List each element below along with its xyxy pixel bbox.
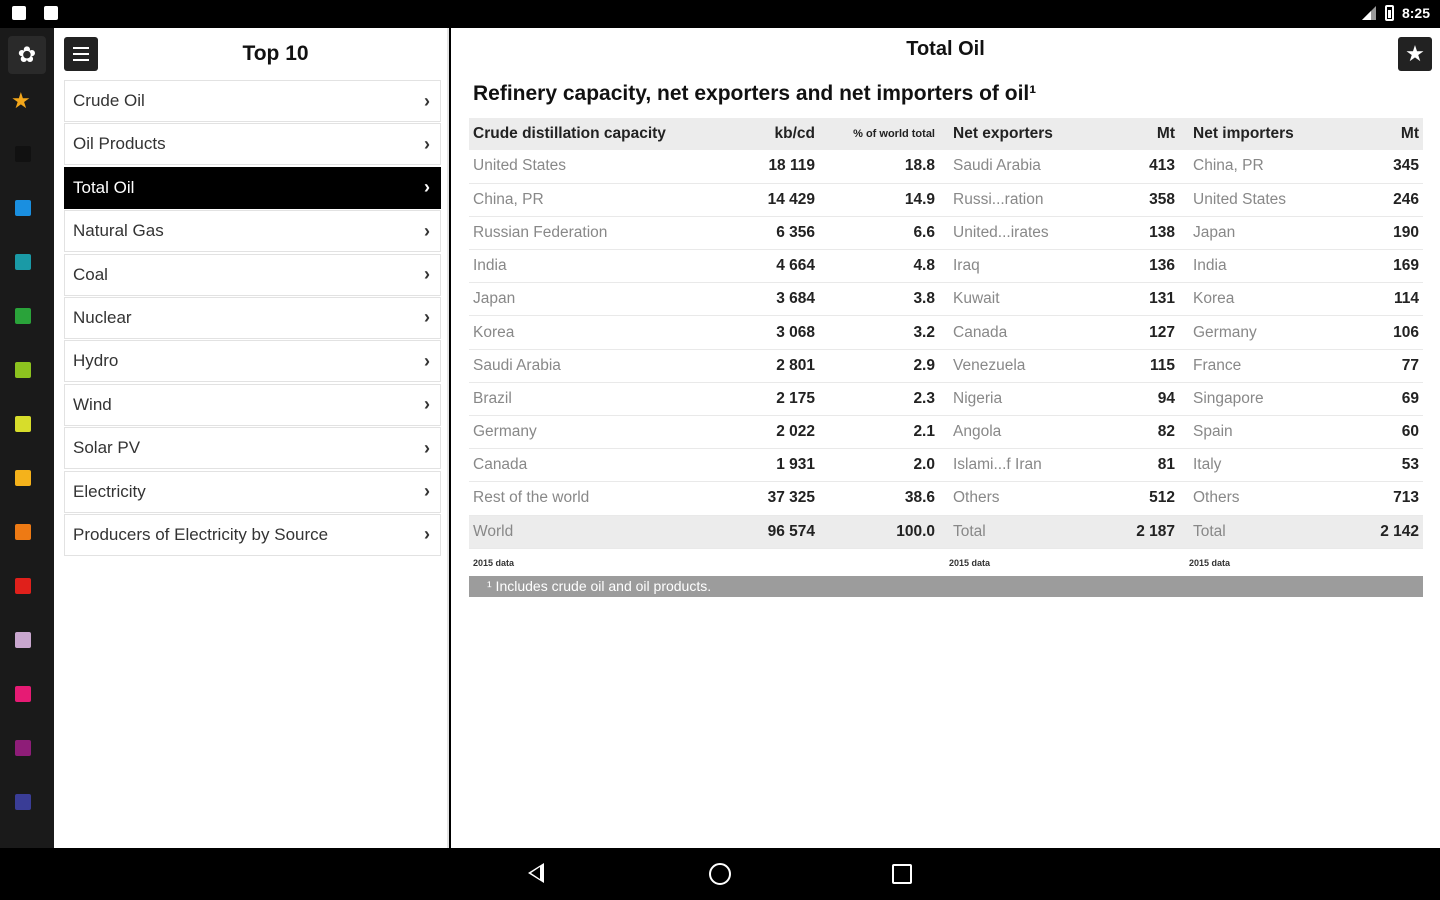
table-cell: 82 <box>1104 416 1179 449</box>
category-swatch-icon[interactable] <box>15 254 31 270</box>
menu-item-label: Coal <box>73 264 108 284</box>
table-cell: 345 <box>1349 150 1423 183</box>
menu-item[interactable] <box>64 514 441 556</box>
menu-item[interactable] <box>64 210 441 252</box>
clock: 8:25 <box>1401 5 1430 21</box>
col-header: Net importers <box>1179 118 1349 150</box>
table-cell: 138 <box>1104 216 1179 249</box>
table-cell: Italy <box>1179 449 1349 482</box>
table-cell: India <box>469 250 699 283</box>
favorite-star-icon[interactable]: ★ <box>1398 37 1432 71</box>
category-swatch-icon[interactable] <box>15 470 31 486</box>
menu-item-label: Electricity <box>73 481 146 501</box>
table-cell: Russian Federation <box>469 216 699 249</box>
battery-icon <box>1385 5 1394 21</box>
menu-item-label: Producers of Electricity by Source <box>73 524 329 544</box>
category-swatch-icon[interactable] <box>15 200 31 216</box>
main-panel <box>451 28 1440 848</box>
table-cell: 358 <box>1104 183 1179 216</box>
table-cell: India <box>1179 250 1349 283</box>
table-cell: Brazil <box>469 382 699 415</box>
table-cell: Islami...f Iran <box>939 449 1104 482</box>
col-header: Net exporters <box>939 118 1104 150</box>
table-cell: 100.0 <box>819 515 939 548</box>
section-title: Refinery capacity, net exporters and net importers of oil¹ <box>473 82 1037 105</box>
menu-item[interactable] <box>64 297 441 339</box>
table-cell: 246 <box>1349 183 1423 216</box>
table-cell: Saudi Arabia <box>939 150 1104 183</box>
table-cell: Spain <box>1179 416 1349 449</box>
table-cell: 169 <box>1349 250 1423 283</box>
table-cell: 77 <box>1349 349 1423 382</box>
table-cell: Total <box>939 515 1104 548</box>
table-cell: 2 175 <box>699 382 819 415</box>
menu-item-label: Oil Products <box>73 134 166 154</box>
chevron-right-icon: › <box>424 394 430 415</box>
data-table <box>469 118 1423 549</box>
back-icon[interactable] <box>528 863 544 883</box>
table-row <box>469 515 1423 548</box>
table-row <box>469 250 1423 283</box>
table-cell: 94 <box>1104 382 1179 415</box>
table-cell: 2.0 <box>819 449 939 482</box>
chevron-right-icon: › <box>424 177 430 198</box>
page-title: Total Oil <box>906 38 985 60</box>
table-cell: Iraq <box>939 250 1104 283</box>
table-cell: 3.2 <box>819 316 939 349</box>
notification-icon <box>44 6 58 20</box>
table-cell: Canada <box>469 449 699 482</box>
table-cell: 3 684 <box>699 283 819 316</box>
table-cell: Saudi Arabia <box>469 349 699 382</box>
table-cell: 2 022 <box>699 416 819 449</box>
table-cell: United States <box>469 150 699 183</box>
table-cell: 2 801 <box>699 349 819 382</box>
chevron-right-icon: › <box>424 220 430 241</box>
sidebar <box>54 28 449 848</box>
table-row <box>469 150 1423 183</box>
menu-item[interactable] <box>64 384 441 426</box>
notification-icon <box>12 6 26 20</box>
table-cell: 37 325 <box>699 482 819 515</box>
chevron-right-icon: › <box>424 350 430 371</box>
table-cell: 114 <box>1349 283 1423 316</box>
chevron-right-icon: › <box>424 90 430 111</box>
table-row <box>469 482 1423 515</box>
menu-item-label: Natural Gas <box>73 221 164 241</box>
col-header: Mt <box>1349 118 1423 150</box>
table-cell: Germany <box>1179 316 1349 349</box>
col-header: kb/cd <box>699 118 819 150</box>
chevron-right-icon: › <box>424 524 430 545</box>
signal-icon <box>1361 5 1377 21</box>
table-cell: 6 356 <box>699 216 819 249</box>
menu-item[interactable] <box>64 340 441 382</box>
table-header-row <box>469 118 1423 150</box>
table-cell: 4.8 <box>819 250 939 283</box>
table-row <box>469 216 1423 249</box>
category-swatch-icon[interactable] <box>15 578 31 594</box>
home-icon[interactable] <box>709 863 731 885</box>
menu-item-label: Solar PV <box>73 438 141 458</box>
table-cell: 2.9 <box>819 349 939 382</box>
table-cell: Russi...ration <box>939 183 1104 216</box>
chevron-right-icon: › <box>424 307 430 328</box>
table-cell: Japan <box>469 283 699 316</box>
source-note: 2015 data <box>949 558 991 568</box>
table-cell: 190 <box>1349 216 1423 249</box>
menu-icon[interactable] <box>64 37 98 71</box>
category-swatch-icon[interactable] <box>15 794 31 810</box>
table-row <box>469 316 1423 349</box>
table-row <box>469 183 1423 216</box>
table-row <box>469 349 1423 382</box>
topic-menu <box>64 80 441 557</box>
table-row <box>469 449 1423 482</box>
sidebar-title: Top 10 <box>242 42 309 65</box>
col-header: Crude distillation capacity <box>469 118 699 150</box>
table-cell: 136 <box>1104 250 1179 283</box>
app-logo-icon[interactable]: ✿ <box>8 36 46 74</box>
table-cell: 6.6 <box>819 216 939 249</box>
recent-apps-icon[interactable] <box>892 864 912 884</box>
table-cell: 81 <box>1104 449 1179 482</box>
source-note: 2015 data <box>1189 558 1231 568</box>
table-cell: 53 <box>1349 449 1423 482</box>
table-cell: 38.6 <box>819 482 939 515</box>
table-cell: France <box>1179 349 1349 382</box>
table-cell: Germany <box>469 416 699 449</box>
menu-item[interactable] <box>64 427 441 469</box>
source-notes <box>473 558 1423 572</box>
footnote: ¹ Includes crude oil and oil products. <box>469 576 1423 597</box>
navigation-bar <box>0 848 1440 900</box>
table-cell: 413 <box>1104 150 1179 183</box>
table-cell: Kuwait <box>939 283 1104 316</box>
table-cell: Korea <box>1179 283 1349 316</box>
table-cell: Singapore <box>1179 382 1349 415</box>
menu-item[interactable] <box>64 254 441 296</box>
col-header: % of world total <box>819 118 939 150</box>
menu-item-label: Crude Oil <box>73 91 145 110</box>
menu-item[interactable] <box>64 471 441 513</box>
category-swatch-icon[interactable] <box>15 524 31 540</box>
table-cell: 106 <box>1349 316 1423 349</box>
category-swatch-icon[interactable] <box>15 416 31 432</box>
table-cell: 1 931 <box>699 449 819 482</box>
table-cell: Others <box>1179 482 1349 515</box>
table-cell: 3 068 <box>699 316 819 349</box>
category-swatch-icon[interactable] <box>15 308 31 324</box>
menu-item[interactable] <box>64 167 441 209</box>
chevron-right-icon: › <box>424 437 430 458</box>
table-cell: Total <box>1179 515 1349 548</box>
chevron-right-icon: › <box>424 481 430 502</box>
table-cell: 713 <box>1349 482 1423 515</box>
table-cell: 60 <box>1349 416 1423 449</box>
table-cell: 3.8 <box>819 283 939 316</box>
menu-item[interactable] <box>64 80 441 122</box>
chevron-right-icon: › <box>424 133 430 154</box>
table-cell: 512 <box>1104 482 1179 515</box>
col-header: Mt <box>1104 118 1179 150</box>
menu-item-label: Wind <box>73 394 112 414</box>
table-cell: 18.8 <box>819 150 939 183</box>
category-swatch-icon[interactable] <box>15 740 31 756</box>
table-cell: United...irates <box>939 216 1104 249</box>
table-cell: 14 429 <box>699 183 819 216</box>
table-cell: Japan <box>1179 216 1349 249</box>
category-swatch-icon[interactable] <box>15 686 31 702</box>
category-swatch-icon[interactable] <box>15 632 31 648</box>
menu-item[interactable] <box>64 123 441 165</box>
table-cell: 4 664 <box>699 250 819 283</box>
status-bar <box>0 0 1440 28</box>
category-rail <box>0 28 54 848</box>
table-cell: Rest of the world <box>469 482 699 515</box>
table-cell: 131 <box>1104 283 1179 316</box>
chevron-right-icon: › <box>424 264 430 285</box>
table-cell: 96 574 <box>699 515 819 548</box>
category-swatch-icon[interactable] <box>15 146 31 162</box>
source-note: 2015 data <box>473 558 515 568</box>
table-cell: Canada <box>939 316 1104 349</box>
table-cell: 2.1 <box>819 416 939 449</box>
table-row <box>469 283 1423 316</box>
table-cell: 14.9 <box>819 183 939 216</box>
menu-item-label: Hydro <box>73 351 119 371</box>
category-swatch-icon[interactable] <box>15 362 31 378</box>
table-cell: China, PR <box>1179 150 1349 183</box>
table-cell: World <box>469 515 699 548</box>
menu-item-label: Total Oil <box>73 177 135 197</box>
table-cell: Others <box>939 482 1104 515</box>
table-cell: 2 142 <box>1349 515 1423 548</box>
table-cell: 127 <box>1104 316 1179 349</box>
table-cell: 2 187 <box>1104 515 1179 548</box>
table-cell: Nigeria <box>939 382 1104 415</box>
table-row <box>469 416 1423 449</box>
table-cell: China, PR <box>469 183 699 216</box>
table-cell: United States <box>1179 183 1349 216</box>
favorites-star-icon[interactable]: ★ <box>11 88 31 113</box>
table-row <box>469 382 1423 415</box>
table-cell: Venezuela <box>939 349 1104 382</box>
table-cell: Korea <box>469 316 699 349</box>
table-cell: Angola <box>939 416 1104 449</box>
table-cell: 2.3 <box>819 382 939 415</box>
table-cell: 18 119 <box>699 150 819 183</box>
menu-item-label: Nuclear <box>73 307 132 327</box>
table-cell: 69 <box>1349 382 1423 415</box>
table-cell: 115 <box>1104 349 1179 382</box>
